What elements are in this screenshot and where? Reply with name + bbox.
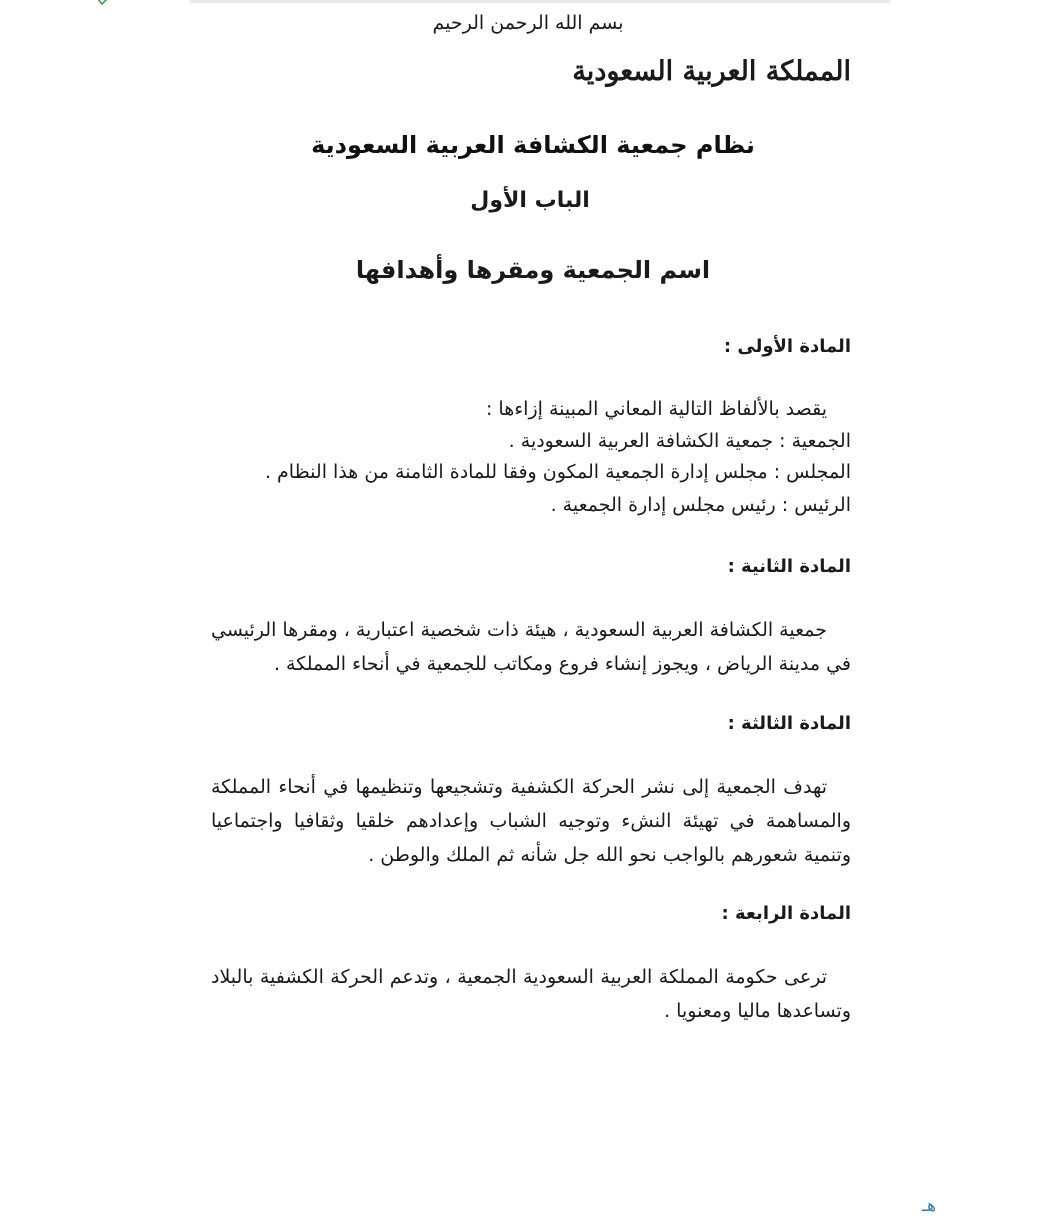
article-3-heading: المادة الثالثة :: [727, 713, 851, 734]
definition-line: الجمعية : جمعية الكشافة العربية السعودية .: [508, 430, 851, 452]
basmala: بسم الله الرحمن الرحيم: [432, 12, 624, 34]
chapter-subtitle: اسم الجمعية ومقرها وأهدافها: [355, 256, 711, 284]
article-3-text: تهدف الجمعية إلى نشر الحركة الكشفية وتشجيعها وتنظيمها في أنحاء المملكة والمساهمة في تهيئة النشء وتوجيه الشباب وإعدادهم خلقيا وثقافيا واجتماعيا وتنمية شعورهم بالواجب نحو الله جل شأنه ثم الملك والوطن .: [211, 776, 851, 866]
definition-line: الرئيس : رئيس مجلس إدارة الجمعية .: [550, 494, 851, 516]
article-2-heading: المادة الثانية :: [727, 556, 851, 577]
chapter-heading: الباب الأول: [470, 188, 590, 213]
definition-line: المجلس : مجلس إدارة الجمعية المكون وفقا للمادة الثامنة من هذا النظام .: [264, 461, 851, 483]
document-title: نظام جمعية الكشافة العربية السعودية: [311, 131, 755, 159]
article-4-text: ترعى حكومة المملكة العربية السعودية الجمعية ، وتدعم الحركة الكشفية بالبلاد وتساعدها ماليا ومعنويا .: [211, 966, 851, 1022]
page-mark: هـ: [922, 1196, 936, 1216]
top-border-line: [190, 0, 890, 3]
article-4-heading: المادة الرابعة :: [721, 903, 851, 924]
corner-tick-icon: [96, 0, 110, 6]
article-1-intro: يقصد بالألفاظ التالية المعاني المبينة إزاءها :: [485, 398, 827, 420]
article-1-heading: المادة الأولى :: [723, 336, 851, 357]
article-2-text: جمعية الكشافة العربية السعودية ، هيئة ذات شخصية اعتبارية ، ومقرها الرئيسي في مدينة الرياض ، ويجوز إنشاء فروع ومكاتب للجمعية في أنحاء المملكة .: [211, 619, 851, 675]
kingdom-name: المملكة العربية السعودية: [572, 56, 851, 87]
